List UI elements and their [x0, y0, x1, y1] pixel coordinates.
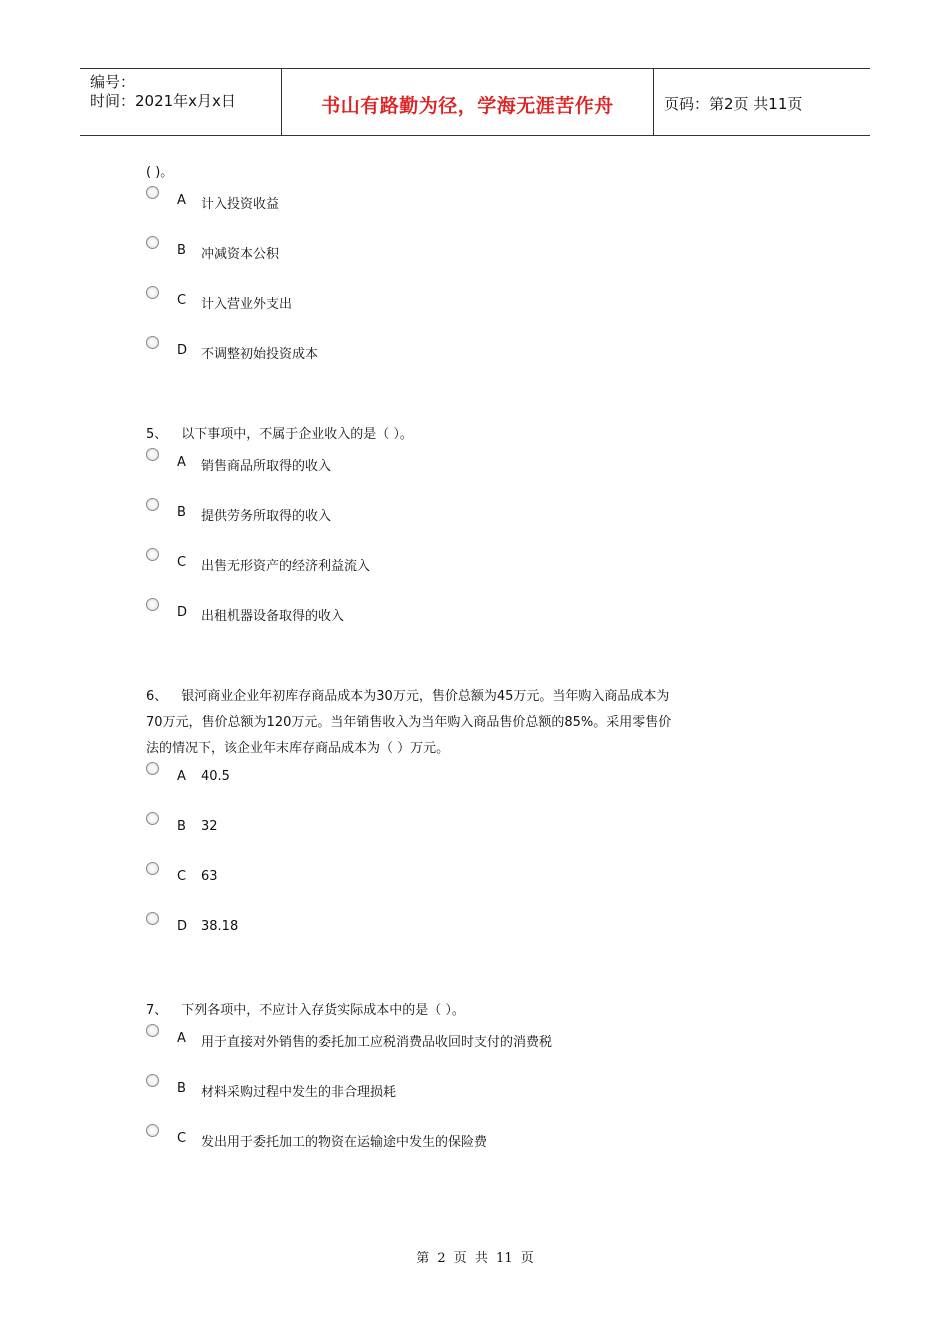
question-block: [146, 422, 766, 648]
header-motto-cell: [282, 69, 654, 135]
option-text: 材料采购过程中发生的非合理损耗: [201, 1085, 397, 1100]
option-d[interactable]: [146, 598, 766, 648]
option-letter: D: [177, 919, 188, 934]
radio-button[interactable]: [146, 448, 159, 461]
radio-button[interactable]: [146, 286, 159, 299]
option-letter: C: [177, 869, 187, 884]
question-number: 7、: [146, 1003, 168, 1018]
radio-button[interactable]: [146, 812, 159, 825]
option-letter: D: [177, 343, 188, 358]
option-letter: A: [177, 193, 186, 208]
option-c[interactable]: [146, 286, 766, 336]
option-d[interactable]: [146, 336, 766, 386]
option-letter: B: [177, 819, 186, 834]
option-d[interactable]: [146, 912, 766, 962]
radio-button[interactable]: [146, 236, 159, 249]
page-footer: 第 2 页 共 11 页: [416, 1251, 534, 1266]
option-text: 发出用于委托加工的物资在运输途中发生的保险费: [201, 1135, 488, 1150]
radio-button[interactable]: [146, 498, 159, 511]
option-text: 用于直接对外销售的委托加工应税消费品收回时支付的消费税: [201, 1035, 553, 1050]
option-text: 不调整初始投资成本: [201, 347, 319, 362]
radio-button[interactable]: [146, 548, 159, 561]
question-block: [146, 684, 766, 962]
radio-button[interactable]: [146, 1074, 159, 1087]
option-b[interactable]: [146, 236, 766, 286]
option-b[interactable]: [146, 498, 766, 548]
option-text: 出售无形资产的经济利益流入: [201, 559, 371, 574]
option-letter: D: [177, 605, 188, 620]
option-c[interactable]: [146, 548, 766, 598]
question-stem: 5、 以下事项中，不属于企业收入的是（ ）。: [146, 427, 413, 442]
option-text: 销售商品所取得的收入: [201, 459, 332, 474]
motto-text: 书山有路勤为径，学海无涯苦作舟: [321, 94, 614, 117]
option-text: 提供劳务所取得的收入: [201, 509, 332, 524]
option-letter: A: [177, 1031, 186, 1046]
question-number: 6、: [146, 689, 168, 704]
question-block: [146, 160, 766, 386]
radio-button[interactable]: [146, 598, 159, 611]
date-label: 时间：2021年x月x日: [90, 92, 236, 110]
option-text: 计入营业外支出: [201, 297, 293, 312]
question-stem: 6、 银河商业企业年初库存商品成本为30万元，售价总额为45万元。当年购入商品成本为: [146, 689, 670, 704]
option-a[interactable]: [146, 448, 766, 498]
option-c[interactable]: [146, 1124, 766, 1174]
option-text: 32: [201, 819, 218, 834]
option-a[interactable]: [146, 1024, 766, 1074]
option-letter: A: [177, 769, 186, 784]
option-b[interactable]: [146, 812, 766, 862]
radio-button[interactable]: [146, 336, 159, 349]
question-stem: 7、 下列各项中，不应计入存货实际成本中的是（ ）。: [146, 1003, 465, 1018]
radio-button[interactable]: [146, 862, 159, 875]
option-letter: B: [177, 243, 186, 258]
page-info-text: 页码：第2页 共11页: [664, 94, 803, 113]
question-stem: ( )。: [146, 165, 174, 180]
question-block: [146, 998, 766, 1174]
radio-button[interactable]: [146, 1024, 159, 1037]
question-stem-line: 70万元，售价总额为120万元。当年销售收入为当年购入商品售价总额的85%。采用零售价: [146, 715, 672, 730]
option-c[interactable]: [146, 862, 766, 912]
question-number: 5、: [146, 427, 168, 442]
radio-button[interactable]: [146, 1124, 159, 1137]
option-text: 出租机器设备取得的收入: [201, 609, 345, 624]
option-text: 冲减资本公积: [201, 247, 280, 262]
option-a[interactable]: [146, 762, 766, 812]
option-text: 40.5: [201, 769, 230, 784]
document-header: [80, 68, 870, 136]
option-text: 计入投资收益: [201, 197, 280, 212]
header-meta: [80, 69, 282, 135]
option-letter: A: [177, 455, 186, 470]
number-label: 编号：: [90, 73, 136, 91]
radio-button[interactable]: [146, 912, 159, 925]
option-text: 63: [201, 869, 218, 884]
radio-button[interactable]: [146, 762, 159, 775]
option-a[interactable]: [146, 186, 766, 236]
option-letter: B: [177, 505, 186, 520]
option-letter: C: [177, 555, 187, 570]
option-letter: C: [177, 1131, 187, 1146]
header-page-info: [654, 69, 870, 135]
question-list: [146, 160, 766, 1174]
option-b[interactable]: [146, 1074, 766, 1124]
question-stem-line: 法的情况下，该企业年末库存商品成本为（ ）万元。: [146, 741, 450, 756]
option-text: 38.18: [201, 919, 239, 934]
option-letter: C: [177, 293, 187, 308]
option-letter: B: [177, 1081, 186, 1096]
radio-button[interactable]: [146, 186, 159, 199]
